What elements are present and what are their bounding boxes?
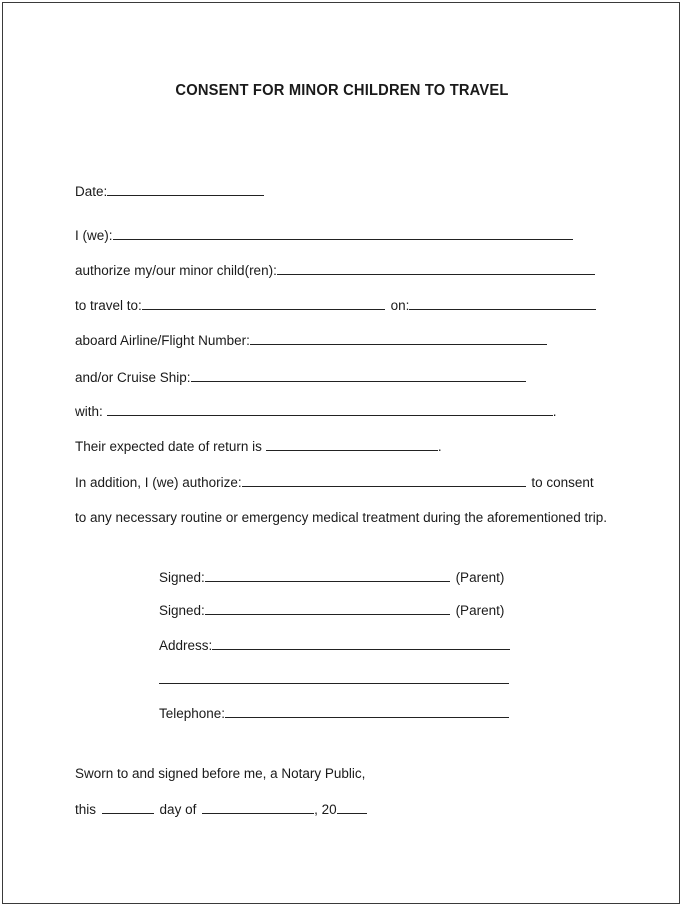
address-row <box>159 636 510 655</box>
telephone-blank[interactable] <box>225 704 509 718</box>
travel-to-row <box>75 296 596 315</box>
travel-date-blank[interactable] <box>409 296 596 310</box>
signature-blank-2[interactable] <box>205 601 450 615</box>
with-label: with: <box>75 404 103 419</box>
return-label: Their expected date of return is <box>75 439 262 454</box>
return-date-blank[interactable] <box>266 437 438 451</box>
telephone-row <box>159 704 509 723</box>
address-blank-1[interactable] <box>212 636 510 650</box>
telephone-label: Telephone: <box>159 706 226 721</box>
i-we-label: I (we): <box>75 228 113 243</box>
signature-row-1 <box>159 568 504 587</box>
in-addition-label: In addition, I (we) authorize: <box>75 475 242 490</box>
address-row-2 <box>159 670 509 689</box>
signature-blank-1[interactable] <box>205 568 450 582</box>
airline-blank[interactable] <box>250 331 547 345</box>
signature-row-2 <box>159 601 504 620</box>
notary-statement: Sworn to and signed before me, a Notary Public, <box>75 766 366 781</box>
notary-month-blank[interactable] <box>202 800 314 814</box>
with-row <box>75 402 557 421</box>
address-blank-2[interactable] <box>159 670 509 684</box>
signed-label-2: Signed: <box>159 603 205 618</box>
return-row <box>75 437 442 456</box>
destination-blank[interactable] <box>142 296 385 310</box>
authorized-person-blank[interactable] <box>242 473 526 487</box>
child-names-blank[interactable] <box>277 261 595 275</box>
cruise-label: and/or Cruise Ship: <box>75 370 191 385</box>
parent-label-1: (Parent) <box>455 570 505 585</box>
authorize-child-row <box>75 261 595 280</box>
authorize-child-label: authorize my/our minor child(ren): <box>75 263 277 278</box>
medical-text: to any necessary routine or emergency medical treatment during the aforementioned trip. <box>75 510 608 525</box>
to-consent-label: to consent <box>531 475 594 490</box>
airline-row <box>75 331 547 350</box>
date-label: Date: <box>75 184 108 199</box>
notary-day-blank[interactable] <box>102 800 154 814</box>
cruise-row <box>75 368 526 387</box>
signed-label-1: Signed: <box>159 570 205 585</box>
address-label: Address: <box>159 638 213 653</box>
i-we-blank[interactable] <box>113 226 573 240</box>
i-we-row <box>75 226 573 245</box>
date-row <box>75 182 264 201</box>
form-title: CONSENT FOR MINOR CHILDREN TO TRAVEL <box>175 82 509 99</box>
with-period: . <box>552 404 557 419</box>
notary-year-blank[interactable] <box>337 800 367 814</box>
return-period: . <box>437 439 442 454</box>
cruise-blank[interactable] <box>191 368 526 382</box>
year-prefix-label: , 20 <box>314 802 337 817</box>
day-of-label: day of <box>159 802 197 817</box>
notary-date-row <box>75 800 367 819</box>
airline-label: aboard Airline/Flight Number: <box>75 333 250 348</box>
parent-label-2: (Parent) <box>455 603 505 618</box>
travel-to-label: to travel to: <box>75 298 142 313</box>
companion-blank[interactable] <box>107 402 553 416</box>
in-addition-row <box>75 473 594 492</box>
this-label: this <box>75 802 97 817</box>
on-label: on: <box>390 298 410 313</box>
date-blank[interactable] <box>107 182 264 196</box>
